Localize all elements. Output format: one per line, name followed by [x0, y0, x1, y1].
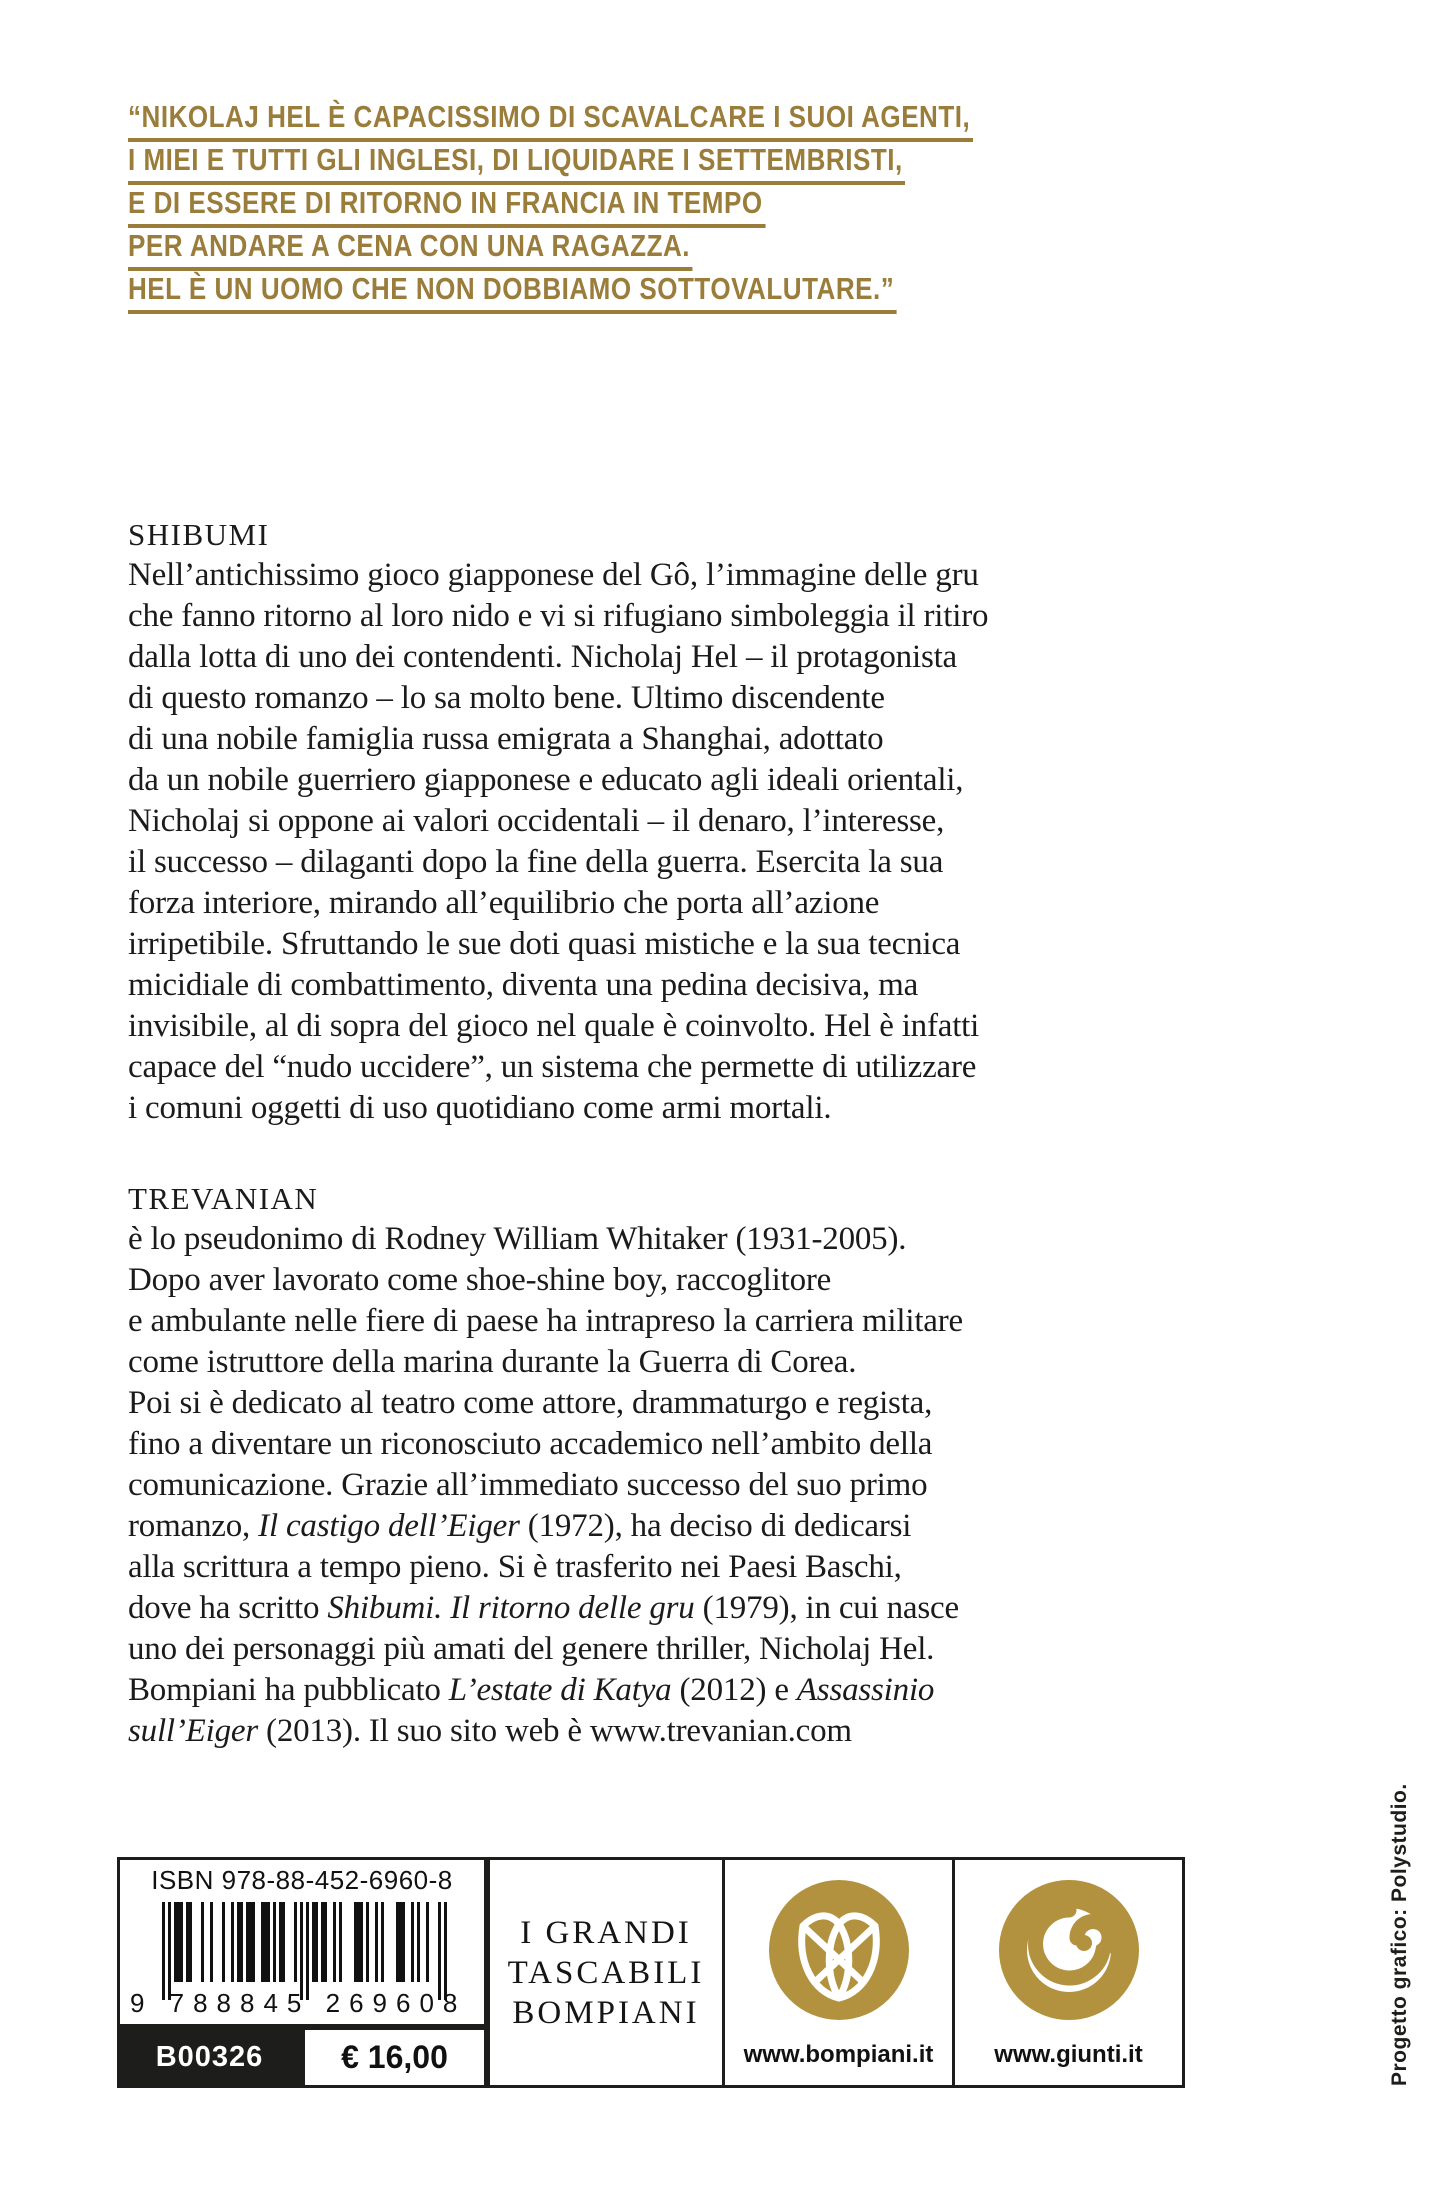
section-heading-shibumi: SHIBUMI — [128, 517, 270, 552]
barcode-digits-right: 269608 — [325, 1988, 467, 2018]
quote-line: “NIKOLAJ HEL È CAPACISSIMO DI SCAVALCARE I SUOI AGENTI, — [128, 100, 973, 143]
barcode-panel — [117, 1857, 487, 2027]
quote-line: I MIEI E TUTTI GLI INGLESI, DI LIQUIDARE I SETTEMBRISTI, — [128, 143, 973, 186]
text-line: uno dei personaggi più amati del genere thriller, Nicholaj Hel. — [128, 1631, 935, 1667]
text-line: Poi si è dedicato al teatro come attore, drammaturgo e regista, — [128, 1385, 933, 1421]
text-line: irripetibile. Sfruttando le sue doti quasi mistiche e la sua tecnica — [128, 926, 961, 962]
bompiani-site-label: www.bompiani.it — [743, 2041, 934, 2068]
text-line: romanzo, Il castigo dell’Eiger (1972), ha deciso di dedicarsi — [128, 1508, 912, 1544]
bompiani-panel — [722, 1857, 955, 2088]
text-line: Nicholaj si oppone ai valori occidentali – il denaro, l’interesse, — [128, 803, 945, 839]
barcode-digit-first: 9 — [130, 1988, 145, 2018]
text-line: micidiale di combattimento, diventa una pedina decisiva, ma — [128, 967, 919, 1003]
text-line: comunicazione. Grazie all’immediato successo del suo primo — [128, 1467, 928, 1503]
imprint-line: I GRANDI — [520, 1914, 692, 1951]
text-line: dove ha scritto Shibumi. Il ritorno delle gru (1979), in cui nasce — [128, 1590, 959, 1626]
section-text — [128, 555, 988, 1129]
imprint-line: BOMPIANI — [512, 1994, 700, 2031]
text-line: di una nobile famiglia russa emigrata a Shanghai, adottato — [128, 721, 884, 757]
text-line: di questo romanzo – lo sa molto bene. Ultimo discendente — [128, 680, 885, 716]
text-line: forza interiore, mirando all’equilibrio che porta all’azione — [128, 885, 880, 921]
edition-code: B00326 — [155, 2041, 264, 2073]
text-line: il successo – dilaganti dopo la fine della guerra. Esercita la sua — [128, 844, 944, 880]
text-line: Dopo aver lavorato come shoe-shine boy, raccoglitore — [128, 1262, 832, 1298]
isbn-label: ISBN 978-88-452-6960-8 — [151, 1865, 453, 1895]
text-line: Nell’antichissimo gioco giapponese del Gô, l’immagine delle gru — [128, 557, 979, 593]
text-line: che fanno ritorno al loro nido e vi si rifugiano simboleggia il ritiro — [128, 598, 989, 634]
text-line: invisibile, al di sopra del gioco nel quale è coinvolto. Hel è infatti — [128, 1008, 980, 1044]
barcode-digits-left: 788845 — [169, 1988, 311, 2018]
text-line: come istruttore della marina durante la Guerra di Corea. — [128, 1344, 857, 1380]
text-line: da un nobile guerriero giapponese e educato agli ideali orientali, — [128, 762, 964, 798]
text-line: sull’Eiger (2013). Il suo sito web è www.trevanian.com — [128, 1713, 852, 1749]
text-line: fino a diventare un riconosciuto accademico nell’ambito della — [128, 1426, 933, 1462]
quote-line: PER ANDARE A CENA CON UNA RAGAZZA. — [128, 229, 973, 272]
quote-line: HEL È UN UOMO CHE NON DOBBIAMO SOTTOVALUTARE.” — [128, 272, 973, 315]
giunti-logo-icon — [993, 1874, 1145, 2026]
text-line: capace del “nudo uccidere”, un sistema che permette di utilizzare — [128, 1049, 977, 1085]
section-text — [128, 1219, 963, 1752]
section-heading-trevanian: TREVANIAN — [128, 1181, 319, 1216]
text-line: Bompiani ha pubblicato L’estate di Katya (2012) e Assassinio — [128, 1672, 935, 1708]
price-label: € 16,00 — [341, 2039, 448, 2075]
imprint-panel — [487, 1857, 725, 2088]
edition-code-badge — [117, 2027, 302, 2088]
text-line: e ambulante nelle fiere di paese ha intrapreso la carriera militare — [128, 1303, 963, 1339]
giunti-site-label: www.giunti.it — [994, 2041, 1143, 2068]
text-line: è lo pseudonimo di Rodney William Whitaker (1931-2005). — [128, 1221, 907, 1257]
pull-quote — [128, 100, 973, 315]
price-panel — [302, 2027, 487, 2088]
body-section — [128, 1178, 963, 1752]
text-line: i comuni oggetti di uso quotidiano come armi mortali. — [128, 1090, 832, 1126]
bompiani-logo-icon — [763, 1874, 915, 2026]
design-credit: Progetto grafico: Polystudio. — [1388, 1783, 1411, 2086]
text-line: alla scrittura a tempo pieno. Si è trasferito nei Paesi Baschi, — [128, 1549, 902, 1585]
giunti-panel — [952, 1857, 1185, 2088]
text-line: dalla lotta di uno dei contendenti. Nicholaj Hel – il protagonista — [128, 639, 958, 675]
body-section — [128, 514, 988, 1129]
ean-barcode — [162, 1902, 447, 2002]
barcode-digits — [130, 1988, 474, 2019]
quote-line: E DI ESSERE DI RITORNO IN FRANCIA IN TEMPO — [128, 186, 973, 229]
imprint-line: TASCABILI — [507, 1954, 705, 1991]
